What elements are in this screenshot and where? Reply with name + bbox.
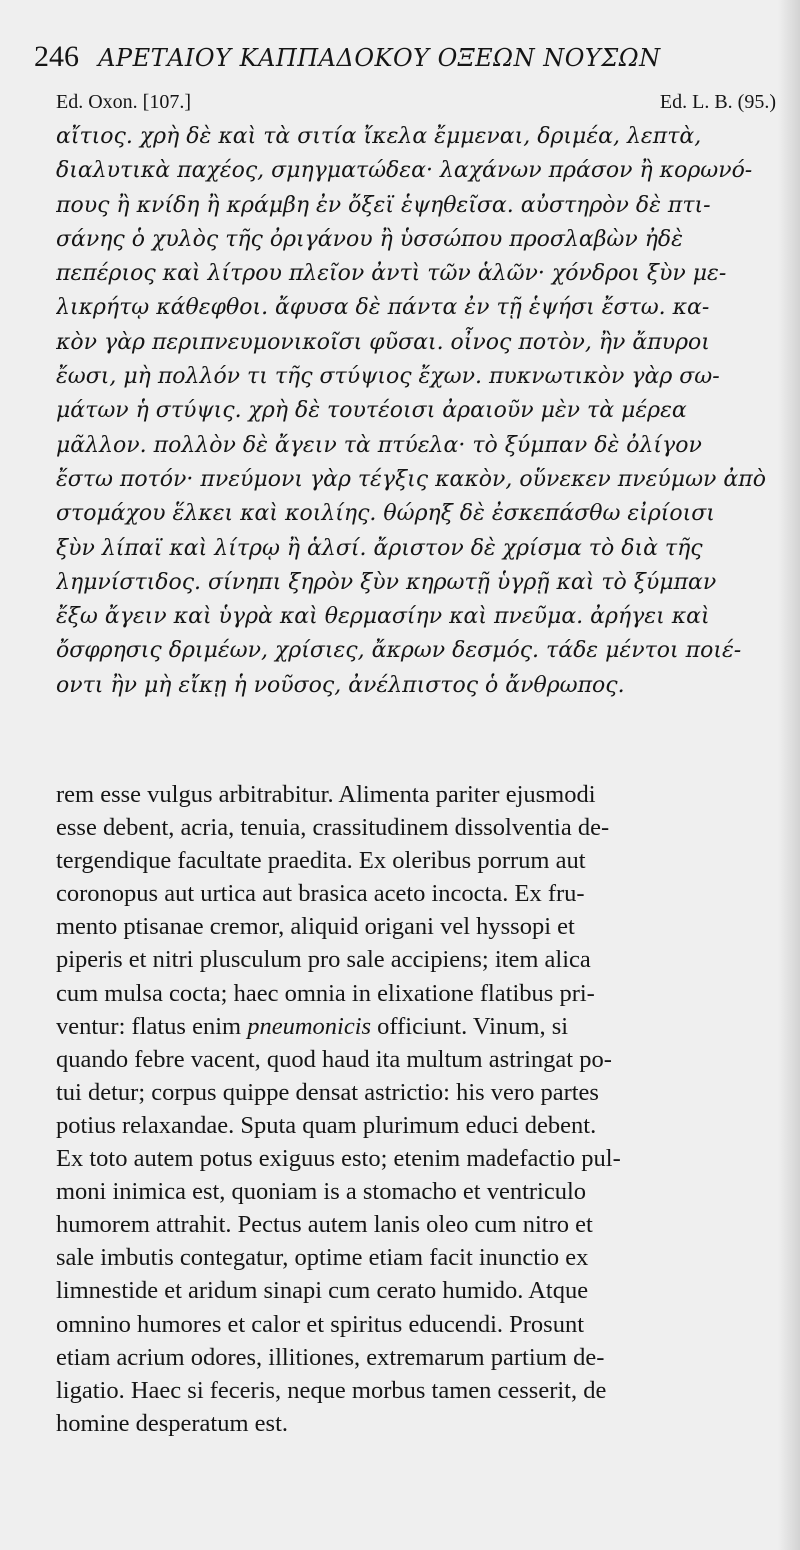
latin-line: homine desperatum est. [56, 1409, 289, 1437]
latin-translation [56, 778, 771, 1440]
italic-term: pneumonicis [247, 1012, 372, 1040]
edition-oxford: Ed. Oxon. [107.] [56, 91, 191, 113]
latin-line: Ex toto autem potus exiguus esto; etenim madefactio pul- [56, 1145, 621, 1173]
latin-line: humorem attrahit. Pectus autem lanis oleo cum nitro et [56, 1211, 593, 1239]
latin-line: tui detur; corpus quippe densat astrictio: his vero partes [56, 1078, 599, 1106]
page-edge-shadow [778, 0, 800, 1550]
greek-line: αἴτιος. χρὴ δὲ καὶ τὰ σιτία ἴκελα ἔμμεναι, δριμέα, λεπτὰ, [56, 124, 702, 149]
latin-line: omnino humores et calor et spiritus educendi. Prosunt [56, 1310, 585, 1338]
page-header [34, 40, 764, 80]
latin-line: cum mulsa cocta; haec omnia in elixatione flatibus pri- [56, 979, 595, 1007]
latin-line: potius relaxandae. Sputa quam plurimum educi debent. [56, 1111, 597, 1139]
latin-line: coronopus aut urtica aut brasica aceto incocta. Ex fru- [56, 880, 585, 908]
latin-line: esse debent, acria, tenuia, crassitudinem dissolventia de- [56, 814, 610, 842]
greek-line: στομάχου ἕλκει καὶ κοιλίης. θώρηξ δὲ ἐσκεπάσθω εἰρίοισι [56, 501, 715, 527]
greek-line: οντι ἢν μὴ εἴκῃ ἡ νοῦσος, ἀνέλπιστος ὁ ἄνθρωπος. [56, 672, 625, 698]
latin-line: moni inimica est, quoniam is a stomacho et ventriculo [56, 1178, 587, 1206]
greek-line: πεπέριος καὶ λίτρου πλεῖον ἀντὶ τῶν ἁλῶν· χόνδροι ξὺν με- [56, 261, 727, 287]
latin-line: rem esse vulgus arbitrabitur. Alimenta pariter ejusmodi [56, 781, 596, 808]
greek-line: λημνίστιδος. σίνηπι ξηρὸν ξὺν κηρωτῇ ὑγρῇ καὶ τὸ ξύμπαν [56, 569, 717, 595]
latin-line: ligatio. Haec si feceris, neque morbus tamen cesserit, de [56, 1376, 607, 1404]
greek-line: μάτων ἡ στύψις. χρὴ δὲ τουτέοισι ἀραιοῦν μὲν τὰ μέρεα [56, 398, 687, 424]
greek-line: ἔωσι, μὴ πολλόν τι τῆς στύψιος ἔχων. πυκνωτικὸν γὰρ σω- [56, 364, 720, 390]
greek-line: σάνης ὁ χυλὸς τῆς ὀριγάνου ἢ ὑσσώπου προσλαβὼν ἠδὲ [56, 226, 683, 252]
latin-line: quando febre vacent, quod haud ita multum astringat po- [56, 1045, 612, 1073]
running-title: ΑΡΕΤΑΙΟΥ ΚΑΠΠΑΔΟΚΟΥ ΟΞΕΩΝ ΝΟΥΣΩΝ [98, 44, 661, 72]
latin-text-segment: officiunt. Vinum, si [377, 1012, 569, 1040]
greek-line: ἔξω ἄγειν καὶ ὑγρὰ καὶ θερμασίην καὶ πνεῦμα. ἀρήγει καὶ [56, 604, 710, 630]
greek-line: διαλυτικὰ παχέος, σμηγματώδεα· λαχάνων πράσον ἢ κορωνό- [56, 158, 753, 184]
latin-line: tergendique facultate praedita. Ex oleribus porrum aut [56, 847, 586, 875]
greek-line: κὸν γὰρ περιπνευμονικοῖσι φῦσαι. οἶνος ποτὸν, ἢν ἄπυροι [56, 329, 710, 355]
page-number: 246 [34, 40, 79, 73]
greek-text [56, 120, 771, 703]
latin-line: sale imbutis contegatur, optime etiam facit inunctio ex [56, 1244, 589, 1272]
greek-line: πους ἢ κνίδη ἢ κράμβη ἐν ὄξεϊ ἑψηθεῖσα. αὐστηρὸν δὲ πτι- [56, 192, 711, 218]
greek-line: ὄσφρησις δριμέων, χρίσιες, ἄκρων δεσμός. τάδε μέντοι ποιέ- [56, 638, 742, 664]
greek-line: λικρήτῳ κάθεφθοι. ἄφυσα δὲ πάντα ἐν τῇ ἑψήσι ἔστω. κα- [56, 295, 710, 321]
greek-line: μᾶλλον. πολλὸν δὲ ἄγειν τὰ πτύελα· τὸ ξύμπαν δὲ ὀλίγον [56, 432, 702, 458]
greek-line: ἔστω ποτόν· πνεύμονι γὰρ τέγξις κακὸν, οὕνεκεν πνεύμων ἀπὸ [56, 466, 766, 492]
edition-leiden: Ed. L. B. (95.) [659, 91, 776, 113]
latin-line: mento ptisanae cremor, aliquid origani vel hyssopi et [56, 913, 575, 941]
latin-line: piperis et nitri plusculum pro sale accipiens; item alica [56, 946, 591, 974]
latin-line: etiam acrium odores, illitiones, extremarum partium de- [56, 1343, 605, 1371]
latin-text-segment: ventur: flatus enim [56, 1012, 242, 1040]
latin-line: limnestide et aridum sinapi cum cerato humido. Atque [56, 1277, 589, 1305]
edition-references [56, 91, 776, 121]
greek-line: ξὺν λίπαϊ καὶ λίτρῳ ἢ ἁλσί. ἄριστον δὲ χρίσμα τὸ διὰ τῆς [56, 535, 703, 561]
latin-line-with-italic [56, 1010, 771, 1043]
